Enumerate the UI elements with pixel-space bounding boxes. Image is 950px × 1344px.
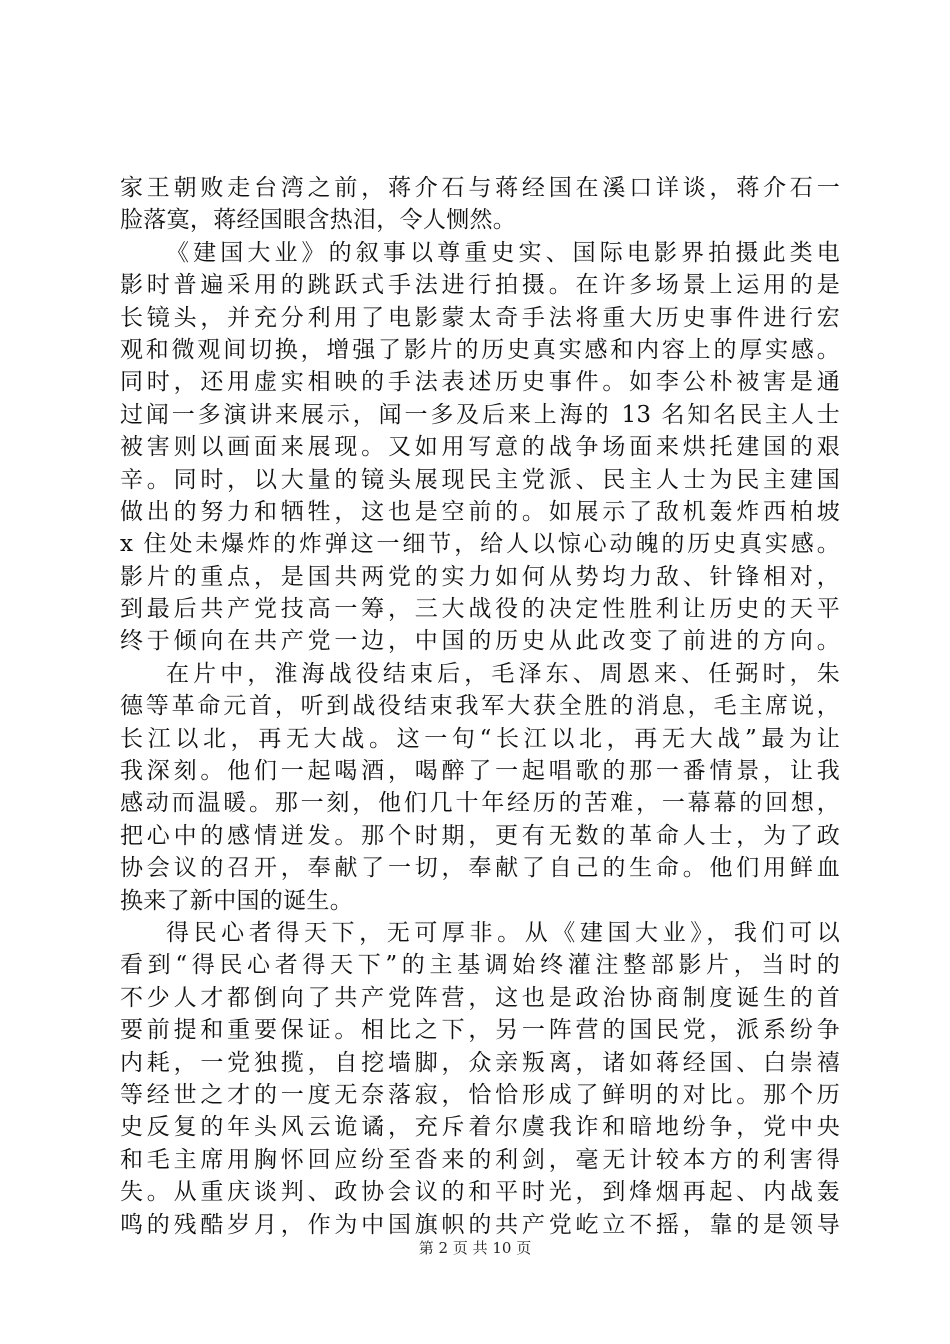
text-line: 同时，还用虚实相映的手法表述历史事件。如李公朴被害是通 — [120, 369, 840, 396]
text-line: 感动而温暖。那一刻，他们几十年经历的苦难，一幕幕的回想， — [120, 790, 840, 817]
text-line: 鸣的残酷岁月，作为中国旗帜的共产党屹立不摇，靠的是领导 — [120, 1211, 840, 1238]
text-line: 我深刻。他们一起喝酒，喝醉了一起唱歌的那一番情景，让我 — [120, 758, 840, 785]
text-line: 和毛主席用胸怀回应纷至沓来的利剑，毫无计较本方的利害得 — [120, 1146, 840, 1173]
text-line: 家王朝败走台湾之前，蒋介石与蒋经国在溪口详谈，蒋介石一 — [120, 175, 840, 201]
text-line: 要前提和重要保证。相比之下，另一阵营的国民党，派系纷争 — [120, 1017, 840, 1044]
text-line: 脸落寞，蒋经国眼含热泪，令人恻然。 — [120, 207, 517, 234]
text-line: 长镜头，并充分利用了电影蒙太奇手法将重大历史事件进行宏 — [120, 304, 840, 331]
text-line: 影片的重点，是国共两党的实力如何从势均力敌、针锋相对， — [120, 563, 840, 590]
text-line: 把心中的感情迸发。那个时期，更有无数的革命人士，为了政 — [120, 822, 840, 849]
text-line: 《建国大业》的叙事以尊重史实、国际电影界拍摄此类电 — [166, 239, 840, 266]
text-line: 不少人才都倒向了共产党阵营，这也是政治协商制度诞生的首 — [120, 984, 840, 1011]
text-line: 得民心者得天下，无可厚非。从《建国大业》，我们可以 — [166, 919, 840, 946]
text-line: 换来了新中国的诞生。 — [120, 887, 353, 914]
text-line: 终于倾向在共产党一边，中国的历史从此改变了前进的方向。 — [120, 628, 840, 655]
text-line: 协会议的召开，奉献了一切，奉献了自己的生命。他们用鲜血 — [120, 855, 840, 882]
text-line: 做出的努力和牺牲，这也是空前的。如展示了敌机轰炸西柏坡 — [120, 498, 840, 525]
text-line: 辛。同时，以大量的镜头展现民主党派、民主人士为民主建国 — [120, 466, 840, 493]
text-line: 内耗，一党独揽，自挖墙脚，众亲叛离，诸如蒋经国、白崇禧 — [120, 1049, 840, 1076]
text-line: 长江以北，再无大战。这一句“长江以北，再无大战”最为让 — [120, 725, 840, 752]
text-line: 影时普遍采用的跳跃式手法进行拍摄。在许多场景上运用的是 — [120, 272, 840, 299]
text-line: 等经世之才的一度无奈落寂，恰恰形成了鲜明的对比。那个历 — [120, 1081, 840, 1108]
text-line: x 住处未爆炸的炸弹这一细节，给人以惊心动魄的历史真实感。 — [120, 531, 840, 558]
text-line: 被害则以画面来展现。又如用写意的战争场面来烘托建国的艰 — [120, 434, 840, 461]
text-line: 到最后共产党技高一筹，三大战役的决定性胜利让历史的天平 — [120, 596, 840, 623]
text-line: 在片中，淮海战役结束后，毛泽东、周恩来、任弼时，朱 — [166, 660, 840, 687]
text-line: 过闻一多演讲来展示，闻一多及后来上海的 13 名知名民主人士 — [120, 401, 840, 428]
text-line: 失。从重庆谈判、政协会议的和平时光，到烽烟再起、内战轰 — [120, 1179, 840, 1206]
text-line: 德等革命元首，听到战役结束我军大获全胜的消息，毛主席说， — [120, 693, 840, 720]
page-footer: 第 2 页 共 10 页 — [418, 1239, 532, 1257]
text-line: 史反复的年头风云诡谲，充斥着尔虞我诈和暗地纷争，党中央 — [120, 1114, 840, 1141]
body-text — [120, 172, 840, 1241]
text-line: 看到“得民心者得天下”的主基调始终灌注整部影片，当时的 — [120, 952, 840, 979]
text-line: 观和微观间切换，增强了影片的历史真实感和内容上的厚实感。 — [120, 336, 840, 363]
